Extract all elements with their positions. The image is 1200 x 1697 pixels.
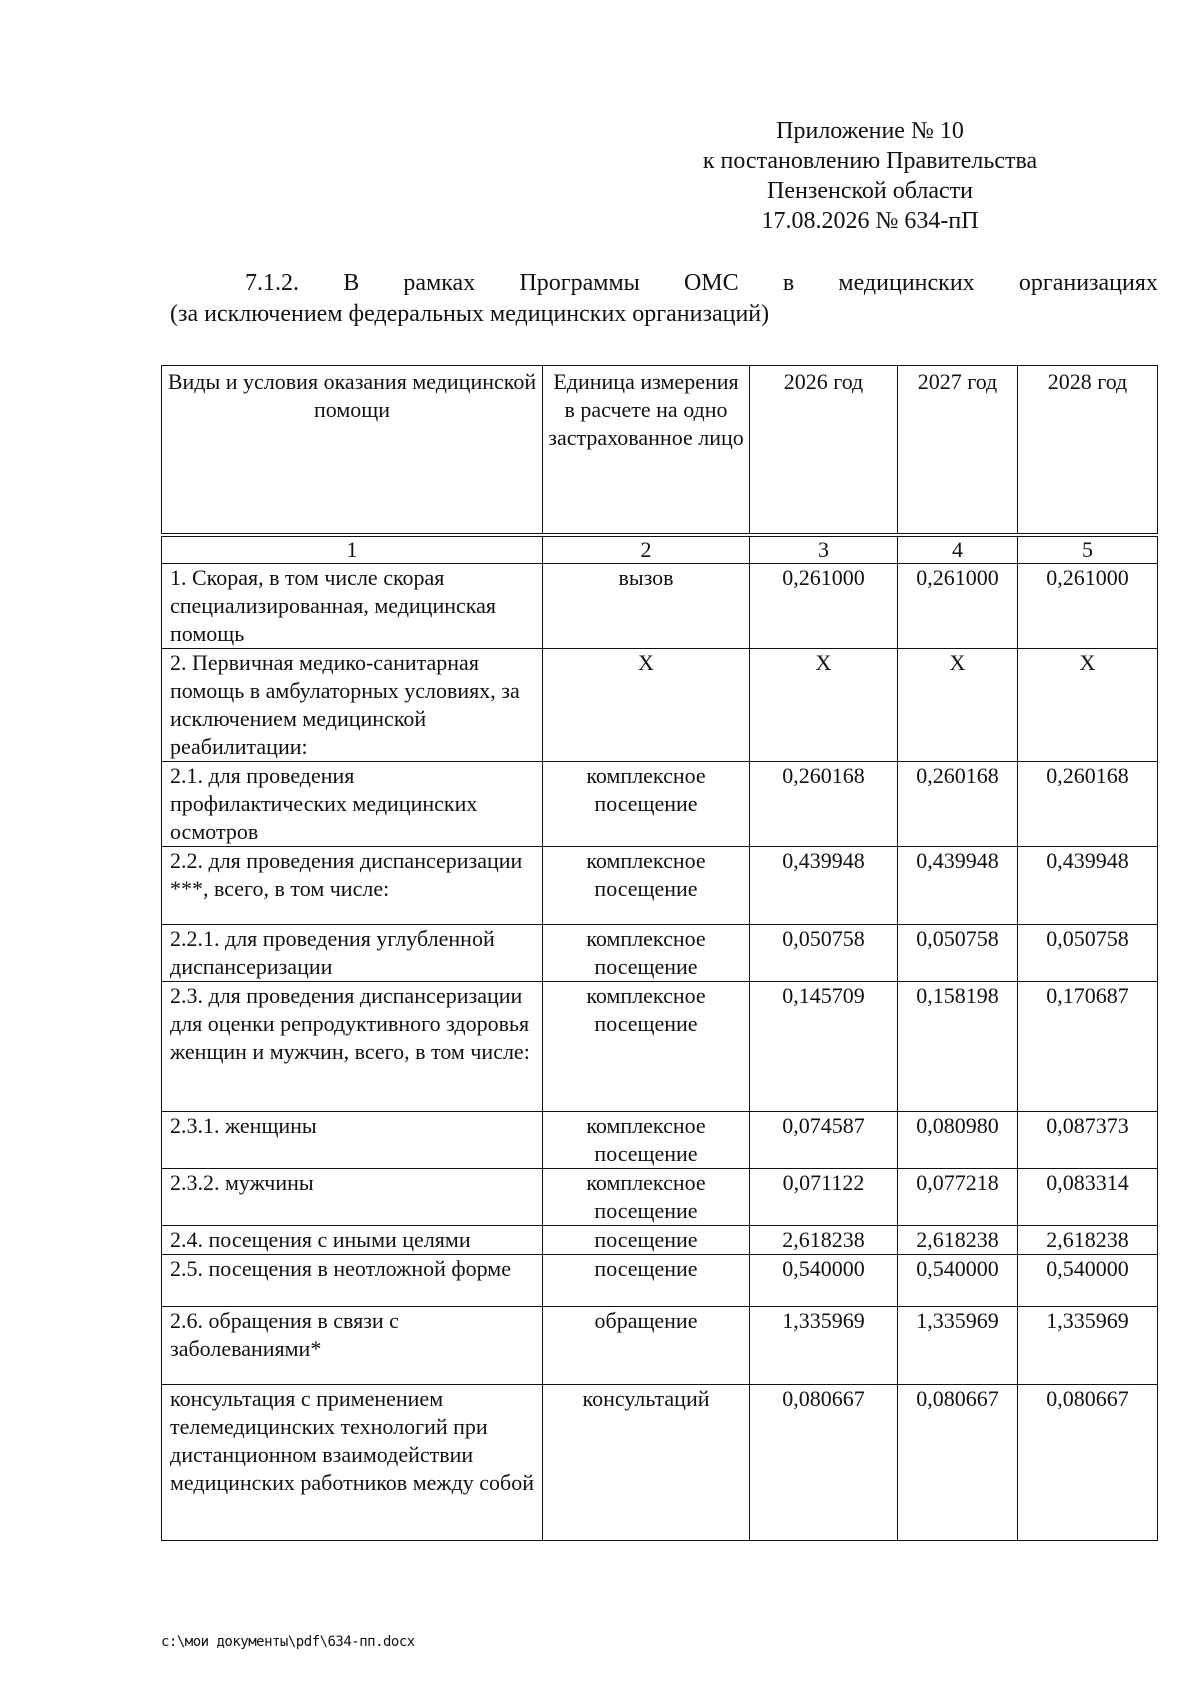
row-name-cell: 1. Скорая, в том числе скорая специализированная, медицинская помощь	[162, 564, 543, 649]
intro-word: в	[782, 270, 795, 296]
row-value-2028: 2,618238	[1018, 1226, 1158, 1255]
table-row	[162, 982, 1158, 1112]
table-row	[162, 762, 1158, 847]
row-value-2028: 0,050758	[1018, 925, 1158, 982]
column-number: 3	[750, 535, 898, 564]
section-intro	[170, 268, 1158, 330]
column-number: 4	[898, 535, 1018, 564]
row-value-2027: 0,261000	[898, 564, 1018, 649]
intro-word: рамках	[403, 270, 476, 296]
row-value-2027: 2,618238	[898, 1226, 1018, 1255]
table-row	[162, 1255, 1158, 1307]
row-value-2028: 0,260168	[1018, 762, 1158, 847]
table-row	[162, 1112, 1158, 1169]
row-value-2028: 0,080667	[1018, 1385, 1158, 1541]
row-value-2026: 0,071122	[750, 1169, 898, 1226]
table-row	[162, 1226, 1158, 1255]
row-value-2028: X	[1018, 649, 1158, 762]
header-cell-type: Виды и условия оказания медицинской помощи	[162, 366, 543, 536]
table-row	[162, 1307, 1158, 1385]
row-name-cell: 2.6. обращения в связи с заболеваниями*	[162, 1307, 543, 1385]
row-value-2027: 1,335969	[898, 1307, 1018, 1385]
row-value-2026: 0,080667	[750, 1385, 898, 1541]
row-unit-cell: комплексное посещение	[543, 847, 750, 925]
row-unit-cell: консультаций	[543, 1385, 750, 1541]
row-value-2028: 0,439948	[1018, 847, 1158, 925]
row-value-2027: X	[898, 649, 1018, 762]
row-value-2028: 1,335969	[1018, 1307, 1158, 1385]
intro-line-2: (за исключением федеральных медицинских организаций)	[170, 301, 770, 327]
header-cell-2028: 2028 год	[1018, 366, 1158, 536]
appendix-title: Приложение № 10	[776, 118, 964, 144]
row-unit-cell: X	[543, 649, 750, 762]
table-row	[162, 1169, 1158, 1226]
intro-word: В	[343, 270, 360, 296]
row-value-2026: 1,335969	[750, 1307, 898, 1385]
row-unit-cell: комплексное посещение	[543, 925, 750, 982]
row-value-2026: 0,439948	[750, 847, 898, 925]
row-value-2026: 0,050758	[750, 925, 898, 982]
row-value-2027: 0,080667	[898, 1385, 1018, 1541]
row-value-2027: 0,080980	[898, 1112, 1018, 1169]
row-value-2028: 0,540000	[1018, 1255, 1158, 1307]
intro-word: медицинских	[838, 270, 975, 296]
row-name-cell: 2.3. для проведения диспансеризации для оценки репродуктивного здоровья женщин и мужчин, всего, в том числе:	[162, 982, 543, 1112]
row-value-2026: 0,540000	[750, 1255, 898, 1307]
row-value-2028: 0,261000	[1018, 564, 1158, 649]
row-unit-cell: посещение	[543, 1226, 750, 1255]
row-value-2027: 0,158198	[898, 982, 1018, 1112]
intro-word: ОМС	[683, 270, 739, 296]
row-name-cell: 2.1. для проведения профилактических медицинских осмотров	[162, 762, 543, 847]
row-name-cell: 2.4. посещения с иными целями	[162, 1226, 543, 1255]
row-unit-cell: обращение	[543, 1307, 750, 1385]
intro-line-1	[170, 268, 1158, 299]
column-number: 2	[543, 535, 750, 564]
row-unit-cell: комплексное посещение	[543, 982, 750, 1112]
row-value-2028: 0,170687	[1018, 982, 1158, 1112]
appendix-header	[640, 116, 1100, 236]
row-value-2026: 0,260168	[750, 762, 898, 847]
row-name-cell: 2.2. для проведения диспансеризации ***, всего, в том числе:	[162, 847, 543, 925]
table-row	[162, 649, 1158, 762]
row-unit-cell: комплексное посещение	[543, 762, 750, 847]
header-cell-unit: Единица измерения в расчете на одно застрахованное лицо	[543, 366, 750, 536]
row-name-cell: 2.3.1. женщины	[162, 1112, 543, 1169]
table-row	[162, 847, 1158, 925]
row-value-2027: 0,439948	[898, 847, 1018, 925]
header-cell-2026: 2026 год	[750, 366, 898, 536]
column-number-row	[162, 535, 1158, 564]
row-name-cell: 2.5. посещения в неотложной форме	[162, 1255, 543, 1307]
row-name-cell: консультация с применением телемедицинских технологий при дистанционном взаимодействии медицинских работников между собой	[162, 1385, 543, 1541]
column-number: 5	[1018, 535, 1158, 564]
volumes-table	[161, 365, 1158, 1541]
row-unit-cell: вызов	[543, 564, 750, 649]
column-number: 1	[162, 535, 543, 564]
table-row	[162, 925, 1158, 982]
intro-word: организациях	[1018, 270, 1158, 296]
row-name-cell: 2. Первичная медико-санитарная помощь в амбулаторных условиях, за исключением медицинской реабилитации:	[162, 649, 543, 762]
file-path-footer: c:\мои документы\pdf\634-пп.docx	[161, 1634, 415, 1650]
appendix-region: Пензенской области	[767, 178, 973, 204]
row-unit-cell: посещение	[543, 1255, 750, 1307]
row-value-2027: 0,077218	[898, 1169, 1018, 1226]
intro-word: Программы	[519, 270, 640, 296]
row-value-2026: 0,074587	[750, 1112, 898, 1169]
table-header-row	[162, 366, 1158, 536]
row-unit-cell: комплексное посещение	[543, 1169, 750, 1226]
row-value-2027: 0,260168	[898, 762, 1018, 847]
intro-word: 7.1.2.	[245, 270, 299, 296]
row-value-2028: 0,083314	[1018, 1169, 1158, 1226]
appendix-resolution: к постановлению Правительства	[702, 148, 1038, 174]
row-name-cell: 2.2.1. для проведения углубленной диспансеризации	[162, 925, 543, 982]
row-value-2027: 0,540000	[898, 1255, 1018, 1307]
row-value-2028: 0,087373	[1018, 1112, 1158, 1169]
row-value-2027: 0,050758	[898, 925, 1018, 982]
row-value-2026: X	[750, 649, 898, 762]
row-value-2026: 2,618238	[750, 1226, 898, 1255]
row-value-2026: 0,145709	[750, 982, 898, 1112]
row-unit-cell: комплексное посещение	[543, 1112, 750, 1169]
row-name-cell: 2.3.2. мужчины	[162, 1169, 543, 1226]
table-row	[162, 564, 1158, 649]
appendix-date-number: 17.08.2026 № 634-пП	[761, 208, 979, 234]
row-value-2026: 0,261000	[750, 564, 898, 649]
table-row	[162, 1385, 1158, 1541]
header-cell-2027: 2027 год	[898, 366, 1018, 536]
